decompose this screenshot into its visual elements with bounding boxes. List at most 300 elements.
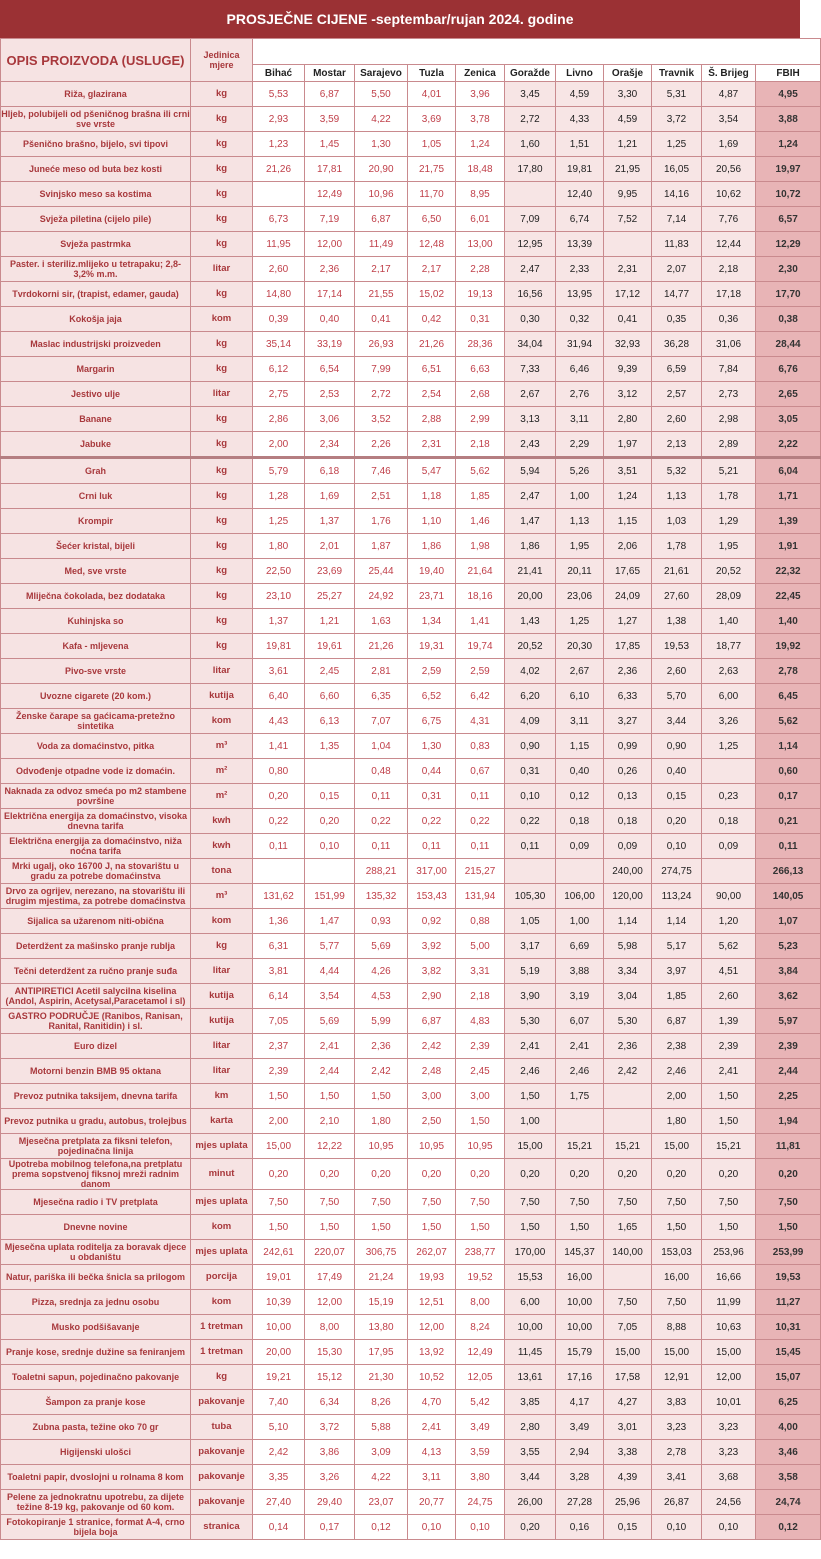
price-cell: 131,94	[456, 884, 505, 909]
price-cell: 3,68	[702, 1465, 756, 1490]
price-cell: 6,00	[702, 684, 756, 709]
price-cell: 3,38	[604, 1440, 652, 1465]
product-description: Maslac industrijski proizveden	[1, 332, 191, 357]
price-cell: 3,59	[456, 1440, 505, 1465]
price-cell: 13,39	[556, 232, 604, 257]
price-cell: 2,10	[305, 1109, 355, 1134]
price-cell: 3,34	[604, 959, 652, 984]
price-cell: 27,60	[652, 584, 702, 609]
price-cell: 19,31	[408, 634, 456, 659]
price-cell: 3,97	[652, 959, 702, 984]
price-cell: 2,72	[355, 382, 408, 407]
price-cell: 5,99	[355, 1009, 408, 1034]
product-description: Voda za domaćinstvo, pitka	[1, 734, 191, 759]
price-cell: 1,27	[604, 609, 652, 634]
table-row	[1, 1390, 821, 1415]
price-cell: 0,18	[702, 809, 756, 834]
price-cell: 19,81	[253, 634, 305, 659]
price-cell: 24,75	[456, 1490, 505, 1515]
unit-cell: kom	[191, 709, 253, 734]
price-cell: 6,12	[253, 357, 305, 382]
price-cell: 11,99	[702, 1290, 756, 1315]
price-cell: 4,26	[355, 959, 408, 984]
price-cell: 7,50	[253, 1190, 305, 1215]
table-row	[1, 709, 821, 734]
price-cell: 253,96	[702, 1240, 756, 1265]
fbih-average-cell: 6,04	[756, 458, 821, 484]
fbih-average-cell: 1,14	[756, 734, 821, 759]
unit-cell: porcija	[191, 1265, 253, 1290]
price-cell: 0,20	[702, 1159, 756, 1190]
price-cell: 3,81	[253, 959, 305, 984]
price-cell: 2,80	[505, 1415, 556, 1440]
fbih-average-cell: 22,45	[756, 584, 821, 609]
price-cell: 1,47	[505, 509, 556, 534]
price-cell: 1,21	[604, 132, 652, 157]
price-cell: 5,21	[702, 458, 756, 484]
price-cell: 15,00	[652, 1340, 702, 1365]
price-cell: 16,66	[702, 1265, 756, 1290]
price-cell: 20,52	[505, 634, 556, 659]
price-cell: 4,87	[702, 82, 756, 107]
fbih-average-cell: 3,46	[756, 1440, 821, 1465]
table-row	[1, 458, 821, 484]
column-header-city: Bihać	[253, 65, 305, 82]
fbih-average-cell: 0,21	[756, 809, 821, 834]
price-cell: 3,00	[456, 1084, 505, 1109]
unit-cell: kg	[191, 559, 253, 584]
table-row	[1, 884, 821, 909]
price-cell: 1,18	[408, 484, 456, 509]
fbih-average-cell: 0,38	[756, 307, 821, 332]
price-cell: 0,31	[456, 307, 505, 332]
price-cell: 21,41	[505, 559, 556, 584]
price-cell: 2,33	[556, 257, 604, 282]
unit-cell: minut	[191, 1159, 253, 1190]
product-description: Euro dizel	[1, 1034, 191, 1059]
fbih-average-cell: 253,99	[756, 1240, 821, 1265]
price-cell: 20,77	[408, 1490, 456, 1515]
price-cell: 90,00	[702, 884, 756, 909]
price-cell: 6,73	[253, 207, 305, 232]
price-cell: 35,14	[253, 332, 305, 357]
price-cell: 17,85	[604, 634, 652, 659]
price-cell: 3,61	[253, 659, 305, 684]
fbih-average-cell: 3,88	[756, 107, 821, 132]
price-cell: 1,34	[408, 609, 456, 634]
price-cell: 21,55	[355, 282, 408, 307]
price-cell: 2,41	[305, 1034, 355, 1059]
price-cell: 6,51	[408, 357, 456, 382]
price-cell: 2,31	[408, 432, 456, 458]
product-description: Svježa pastrmka	[1, 232, 191, 257]
price-cell: 17,65	[604, 559, 652, 584]
price-cell: 3,82	[408, 959, 456, 984]
table-row	[1, 784, 821, 809]
fbih-average-cell: 2,65	[756, 382, 821, 407]
price-cell: 3,26	[702, 709, 756, 734]
price-cell: 13,61	[505, 1365, 556, 1390]
price-cell: 140,00	[604, 1240, 652, 1265]
price-cell: 2,47	[505, 484, 556, 509]
price-cell: 2,51	[355, 484, 408, 509]
price-cell: 20,00	[253, 1340, 305, 1365]
table-row	[1, 1365, 821, 1390]
table-row	[1, 534, 821, 559]
price-cell: 317,00	[408, 859, 456, 884]
price-cell: 12,49	[456, 1340, 505, 1365]
price-cell: 4,53	[355, 984, 408, 1009]
price-cell: 10,52	[408, 1365, 456, 1390]
unit-cell: m²	[191, 784, 253, 809]
price-cell: 2,41	[702, 1059, 756, 1084]
price-cell: 7,50	[604, 1290, 652, 1315]
price-cell: 1,95	[556, 534, 604, 559]
fbih-average-cell: 6,57	[756, 207, 821, 232]
price-cell: 31,94	[556, 332, 604, 357]
price-cell: 15,02	[408, 282, 456, 307]
price-cell: 1,39	[702, 1009, 756, 1034]
price-cell: 36,28	[652, 332, 702, 357]
column-header-city: Mostar	[305, 65, 355, 82]
price-cell: 15,00	[604, 1340, 652, 1365]
price-cell: 1,75	[556, 1084, 604, 1109]
price-cell: 24,92	[355, 584, 408, 609]
unit-cell: kg	[191, 584, 253, 609]
price-cell: 2,76	[556, 382, 604, 407]
price-cell: 2,36	[355, 1034, 408, 1059]
unit-cell: kg	[191, 157, 253, 182]
table-row	[1, 132, 821, 157]
fbih-average-cell: 5,62	[756, 709, 821, 734]
price-cell: 23,10	[253, 584, 305, 609]
price-cell: 3,01	[604, 1415, 652, 1440]
price-cell: 2,63	[702, 659, 756, 684]
price-cell: 2,88	[408, 407, 456, 432]
price-cell: 7,50	[652, 1290, 702, 1315]
price-cell: 2,46	[505, 1059, 556, 1084]
price-cell: 2,42	[604, 1059, 652, 1084]
price-cell: 7,46	[355, 458, 408, 484]
column-header-city: Orašje	[604, 65, 652, 82]
price-cell: 1,86	[408, 534, 456, 559]
price-cell: 0,09	[556, 834, 604, 859]
price-cell: 1,65	[604, 1215, 652, 1240]
price-cell: 15,21	[604, 1134, 652, 1159]
price-cell: 7,50	[355, 1190, 408, 1215]
price-cell: 15,21	[702, 1134, 756, 1159]
price-cell: 0,22	[253, 809, 305, 834]
fbih-average-cell: 11,27	[756, 1290, 821, 1315]
price-cell: 2,45	[305, 659, 355, 684]
price-cell: 1,50	[702, 1084, 756, 1109]
price-cell: 3,11	[408, 1465, 456, 1490]
price-cell: 1,95	[702, 534, 756, 559]
price-cell: 3,52	[355, 407, 408, 432]
price-cell: 21,26	[355, 634, 408, 659]
price-cell: 3,06	[305, 407, 355, 432]
product-description: Pivo-sve vrste	[1, 659, 191, 684]
price-cell: 4,44	[305, 959, 355, 984]
price-cell: 0,22	[505, 809, 556, 834]
price-cell: 5,88	[355, 1415, 408, 1440]
fbih-average-cell: 19,92	[756, 634, 821, 659]
product-description: Pelene za jednokratnu upotrebu, za dijete težine 8-19 kg, pakovanje od 60 kom.	[1, 1490, 191, 1515]
price-cell: 1,50	[702, 1215, 756, 1240]
price-cell: 6,54	[305, 357, 355, 382]
unit-cell: kg	[191, 609, 253, 634]
price-cell: 34,04	[505, 332, 556, 357]
price-cell: 2,34	[305, 432, 355, 458]
table-row	[1, 407, 821, 432]
price-cell: 0,10	[408, 1515, 456, 1540]
price-cell: 0,09	[702, 834, 756, 859]
price-cell: 2,39	[702, 1034, 756, 1059]
price-cell: 4,13	[408, 1440, 456, 1465]
price-cell: 1,37	[305, 509, 355, 534]
price-cell: 0,11	[408, 834, 456, 859]
unit-cell: litar	[191, 1059, 253, 1084]
price-cell: 6,69	[556, 934, 604, 959]
fbih-average-cell: 3,62	[756, 984, 821, 1009]
price-cell: 0,20	[652, 809, 702, 834]
price-cell: 12,48	[408, 232, 456, 257]
product-description: Musko podšišavanje	[1, 1315, 191, 1340]
price-cell: 4,01	[408, 82, 456, 107]
price-cell: 13,80	[355, 1315, 408, 1340]
price-cell: 0,92	[408, 909, 456, 934]
product-description: Fotokopiranje 1 stranice, format A-4, crno bijela boja	[1, 1515, 191, 1540]
price-cell: 3,54	[702, 107, 756, 132]
price-cell: 4,27	[604, 1390, 652, 1415]
price-cell: 26,93	[355, 332, 408, 357]
price-cell: 0,11	[456, 834, 505, 859]
table-row	[1, 1059, 821, 1084]
price-cell: 306,75	[355, 1240, 408, 1265]
price-cell: 2,18	[702, 257, 756, 282]
price-cell: 0,20	[355, 1159, 408, 1190]
unit-cell: kom	[191, 909, 253, 934]
price-cell: 13,95	[556, 282, 604, 307]
price-cell: 11,70	[408, 182, 456, 207]
price-cell: 1,50	[355, 1215, 408, 1240]
price-cell: 6,34	[305, 1390, 355, 1415]
unit-cell: litar	[191, 959, 253, 984]
price-cell: 6,07	[556, 1009, 604, 1034]
unit-cell: tona	[191, 859, 253, 884]
price-cell: 9,39	[604, 357, 652, 382]
unit-cell: tuba	[191, 1415, 253, 1440]
fbih-average-cell: 1,91	[756, 534, 821, 559]
price-cell: 0,93	[355, 909, 408, 934]
price-cell: 0,20	[505, 1159, 556, 1190]
price-cell: 3,49	[556, 1415, 604, 1440]
price-cell: 17,95	[355, 1340, 408, 1365]
price-cell: 1,50	[305, 1215, 355, 1240]
price-cell: 0,10	[652, 834, 702, 859]
product-description: Margarin	[1, 357, 191, 382]
column-header-city: Zenica	[456, 65, 505, 82]
price-cell: 0,14	[253, 1515, 305, 1540]
price-cell: 1,69	[305, 484, 355, 509]
price-cell: 2,90	[408, 984, 456, 1009]
unit-cell: mjes uplata	[191, 1134, 253, 1159]
price-cell: 11,45	[505, 1340, 556, 1365]
table-row	[1, 82, 821, 107]
price-cell: 153,43	[408, 884, 456, 909]
table-row	[1, 1340, 821, 1365]
price-cell: 8,00	[305, 1315, 355, 1340]
price-cell: 10,00	[556, 1315, 604, 1340]
price-cell: 0,90	[652, 734, 702, 759]
unit-cell: kg	[191, 1365, 253, 1390]
price-cell: 0,20	[652, 1159, 702, 1190]
price-cell: 1,87	[355, 534, 408, 559]
product-description: Krompir	[1, 509, 191, 534]
price-cell: 0,20	[253, 1159, 305, 1190]
price-cell: 1,50	[408, 1215, 456, 1240]
price-cell: 5,98	[604, 934, 652, 959]
table-row	[1, 934, 821, 959]
product-description: Tečni deterdžent za ručno pranje suđa	[1, 959, 191, 984]
fbih-average-cell: 1,71	[756, 484, 821, 509]
price-cell: 0,10	[505, 784, 556, 809]
price-cell: 8,26	[355, 1390, 408, 1415]
fbih-average-cell: 1,50	[756, 1215, 821, 1240]
price-cell: 2,53	[305, 382, 355, 407]
unit-cell: kutija	[191, 984, 253, 1009]
price-cell: 0,31	[505, 759, 556, 784]
price-cell: 215,27	[456, 859, 505, 884]
price-cell: 0,26	[604, 759, 652, 784]
unit-cell: litar	[191, 382, 253, 407]
price-cell: 2,60	[702, 984, 756, 1009]
price-cell: 14,80	[253, 282, 305, 307]
fbih-average-cell: 3,84	[756, 959, 821, 984]
price-cell: 0,10	[652, 1515, 702, 1540]
price-cell: 3,19	[556, 984, 604, 1009]
price-cell: 2,89	[702, 432, 756, 458]
price-cell: 2,38	[652, 1034, 702, 1059]
price-cell: 21,30	[355, 1365, 408, 1390]
price-cell: 19,13	[456, 282, 505, 307]
price-cell: 2,80	[604, 407, 652, 432]
price-cell: 4,59	[556, 82, 604, 107]
price-cell: 1,50	[702, 1109, 756, 1134]
price-cell: 1,97	[604, 432, 652, 458]
price-cell: 0,42	[408, 307, 456, 332]
price-cell	[604, 1265, 652, 1290]
product-description: Prevoz putnika taksijem, dnevna tarifa	[1, 1084, 191, 1109]
column-header-city: Travnik	[652, 65, 702, 82]
price-cell: 1,38	[652, 609, 702, 634]
price-cell: 5,32	[652, 458, 702, 484]
price-cell: 8,00	[456, 1290, 505, 1315]
price-cell: 7,52	[604, 207, 652, 232]
price-cell: 27,40	[253, 1490, 305, 1515]
price-cell: 10,01	[702, 1390, 756, 1415]
table-row	[1, 834, 821, 859]
fbih-average-cell: 24,74	[756, 1490, 821, 1515]
price-cell: 13,00	[456, 232, 505, 257]
price-cell: 145,37	[556, 1240, 604, 1265]
price-cell: 4,39	[604, 1465, 652, 1490]
price-cell: 6,63	[456, 357, 505, 382]
price-cell: 2,48	[408, 1059, 456, 1084]
price-cell: 3,69	[408, 107, 456, 132]
unit-cell: stranica	[191, 1515, 253, 1540]
unit-cell: litar	[191, 257, 253, 282]
product-description: Higijenski ulošci	[1, 1440, 191, 1465]
price-cell: 6,20	[505, 684, 556, 709]
price-cell: 1,60	[505, 132, 556, 157]
unit-cell: kg	[191, 332, 253, 357]
product-description: Sijalica sa užarenom niti-obična	[1, 909, 191, 934]
fbih-average-cell: 2,30	[756, 257, 821, 282]
price-cell: 1,50	[505, 1084, 556, 1109]
product-description: Pranje kose, srednje dužine sa feniranjem	[1, 1340, 191, 1365]
table-row	[1, 157, 821, 182]
unit-cell: kg	[191, 232, 253, 257]
price-cell: 1,25	[556, 609, 604, 634]
price-cell: 0,09	[604, 834, 652, 859]
price-cell: 5,69	[305, 1009, 355, 1034]
price-cell: 3,92	[408, 934, 456, 959]
price-cell	[305, 759, 355, 784]
price-cell: 7,50	[604, 1190, 652, 1215]
price-cell: 11,49	[355, 232, 408, 257]
price-cell: 32,93	[604, 332, 652, 357]
price-cell: 0,44	[408, 759, 456, 784]
price-cell: 2,73	[702, 382, 756, 407]
price-cell: 2,42	[408, 1034, 456, 1059]
fbih-average-cell: 22,32	[756, 559, 821, 584]
price-cell: 3,72	[305, 1415, 355, 1440]
unit-cell: kg	[191, 182, 253, 207]
price-cell: 3,49	[456, 1415, 505, 1440]
unit-cell: kg	[191, 484, 253, 509]
price-cell: 18,77	[702, 634, 756, 659]
price-cell	[253, 859, 305, 884]
price-cell: 17,14	[305, 282, 355, 307]
price-cell: 7,50	[702, 1190, 756, 1215]
fbih-average-cell: 6,76	[756, 357, 821, 382]
price-cell: 7,50	[408, 1190, 456, 1215]
unit-cell: pakovanje	[191, 1490, 253, 1515]
price-cell: 7,99	[355, 357, 408, 382]
price-cell: 5,31	[652, 82, 702, 107]
price-cell: 170,00	[505, 1240, 556, 1265]
price-cell: 7,50	[652, 1190, 702, 1215]
price-cell: 3,85	[505, 1390, 556, 1415]
price-cell: 0,15	[604, 1515, 652, 1540]
unit-cell: kg	[191, 107, 253, 132]
price-cell: 2,78	[652, 1440, 702, 1465]
product-description: Paster. i steriliz.mlijeko u tetrapaku; 2,8-3,2% m.m.	[1, 257, 191, 282]
unit-cell: kg	[191, 934, 253, 959]
price-cell: 20,11	[556, 559, 604, 584]
price-cell: 0,20	[305, 1159, 355, 1190]
fbih-average-cell: 6,45	[756, 684, 821, 709]
unit-cell: kutija	[191, 1009, 253, 1034]
product-description: Toaletni papir, dvoslojni u rolnama 8 kom	[1, 1465, 191, 1490]
table-row	[1, 509, 821, 534]
price-cell: 5,70	[652, 684, 702, 709]
product-description: Jabuke	[1, 432, 191, 458]
unit-cell: litar	[191, 1034, 253, 1059]
product-description: Uvozne cigarete (20 kom.)	[1, 684, 191, 709]
price-cell: 262,07	[408, 1240, 456, 1265]
